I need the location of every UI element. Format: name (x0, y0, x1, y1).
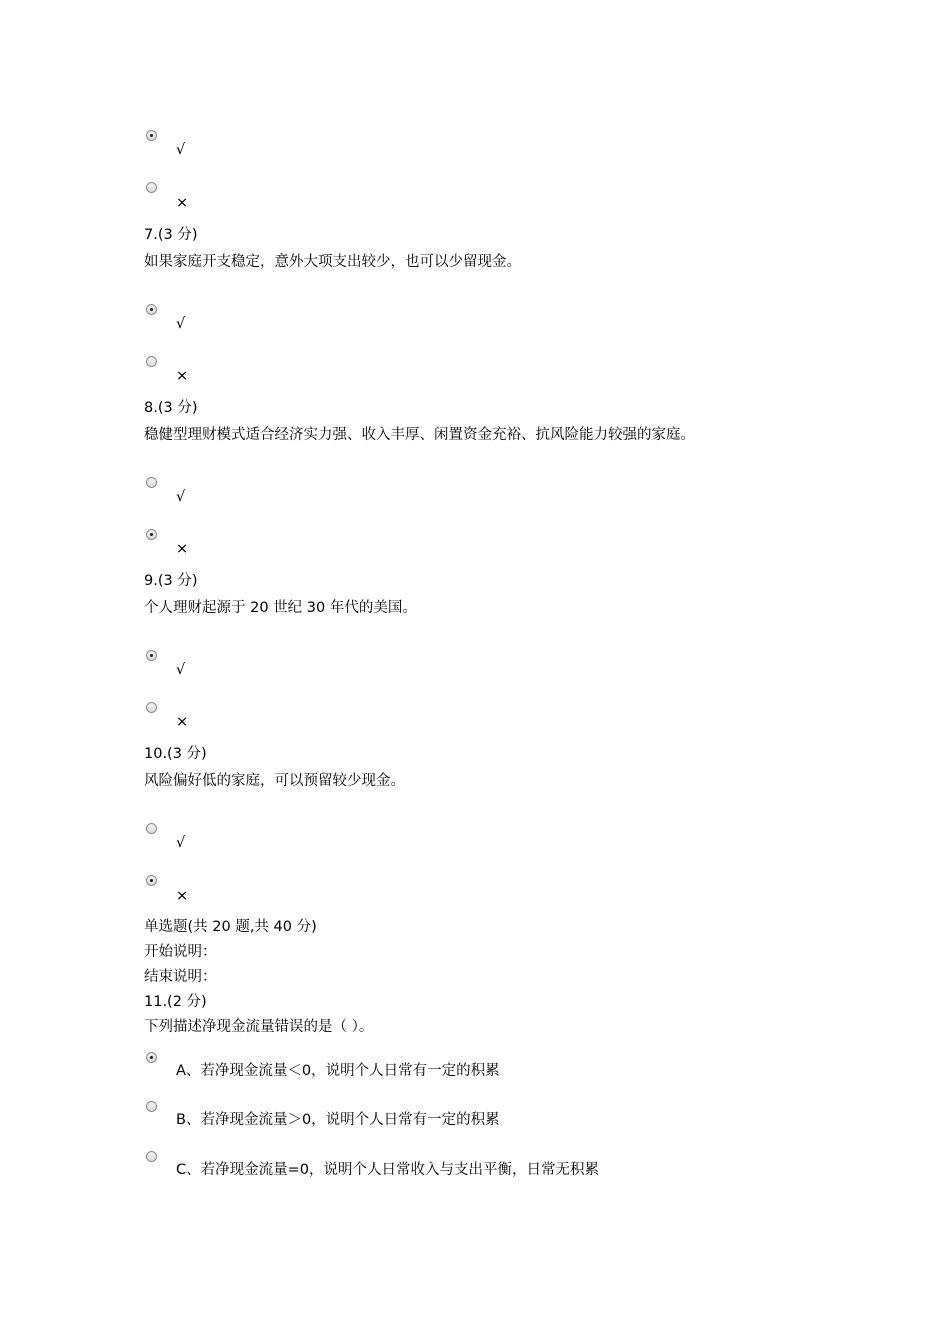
q9-radio-true[interactable] (146, 650, 157, 661)
q8-option-false-label: × (176, 541, 189, 557)
q6-option-true-label: √ (176, 142, 186, 158)
q7-option-true-label: √ (176, 316, 186, 332)
q8-text: 稳健型理财模式适合经济实力强、收入丰厚、闲置资金充裕、抗风险能力较强的家庭。 (144, 427, 695, 443)
radio-dot (150, 654, 153, 657)
q11-radio-b[interactable] (146, 1101, 157, 1112)
q10-option-true-label: √ (176, 835, 186, 851)
q7-radio-false[interactable] (146, 356, 157, 367)
q7-radio-true[interactable] (146, 304, 157, 315)
q11-option-a-label: A、若净现金流量＜0，说明个人日常有一定的积累 (176, 1063, 500, 1079)
q8-header: 8.(3 分) (144, 400, 198, 416)
q10-radio-false[interactable] (146, 875, 157, 886)
q11-option-b-label: B、若净现金流量＞0，说明个人日常有一定的积累 (176, 1112, 500, 1128)
section-end-note: 结束说明： (144, 969, 217, 985)
q7-text: 如果家庭开支稳定，意外大项支出较少，也可以少留现金。 (144, 254, 521, 270)
q9-header: 9.(3 分) (144, 573, 198, 589)
radio-dot (150, 1056, 153, 1059)
q9-option-false-label: × (176, 714, 189, 730)
q6-radio-false[interactable] (146, 182, 157, 193)
q8-option-true-label: √ (176, 489, 186, 505)
section-start-note: 开始说明： (144, 944, 217, 960)
radio-dot (150, 879, 153, 882)
q9-text: 个人理财起源于 20 世纪 30 年代的美国。 (144, 600, 417, 616)
q8-radio-true[interactable] (146, 477, 157, 488)
q7-option-false-label: × (176, 368, 189, 384)
q11-radio-c[interactable] (146, 1151, 157, 1162)
q11-text: 下列描述净现金流量错误的是（ ）。 (144, 1019, 374, 1035)
radio-dot (150, 134, 153, 137)
radio-dot (150, 308, 153, 311)
q9-option-true-label: √ (176, 662, 186, 678)
q6-option-false-label: × (176, 195, 189, 211)
section-title: 单选题(共 20 题,共 40 分) (144, 919, 317, 935)
q11-radio-a[interactable] (146, 1052, 157, 1063)
q11-header: 11.(2 分) (144, 994, 207, 1010)
q10-option-false-label: × (176, 888, 189, 904)
q10-header: 10.(3 分) (144, 746, 207, 762)
q10-radio-true[interactable] (146, 823, 157, 834)
q6-radio-true[interactable] (146, 130, 157, 141)
q10-text: 风险偏好低的家庭，可以预留较少现金。 (144, 773, 405, 789)
radio-dot (150, 533, 153, 536)
q7-header: 7.(3 分) (144, 227, 198, 243)
q9-radio-false[interactable] (146, 702, 157, 713)
q8-radio-false[interactable] (146, 529, 157, 540)
q11-option-c-label: C、若净现金流量=0，说明个人日常收入与支出平衡，日常无积累 (176, 1162, 599, 1178)
